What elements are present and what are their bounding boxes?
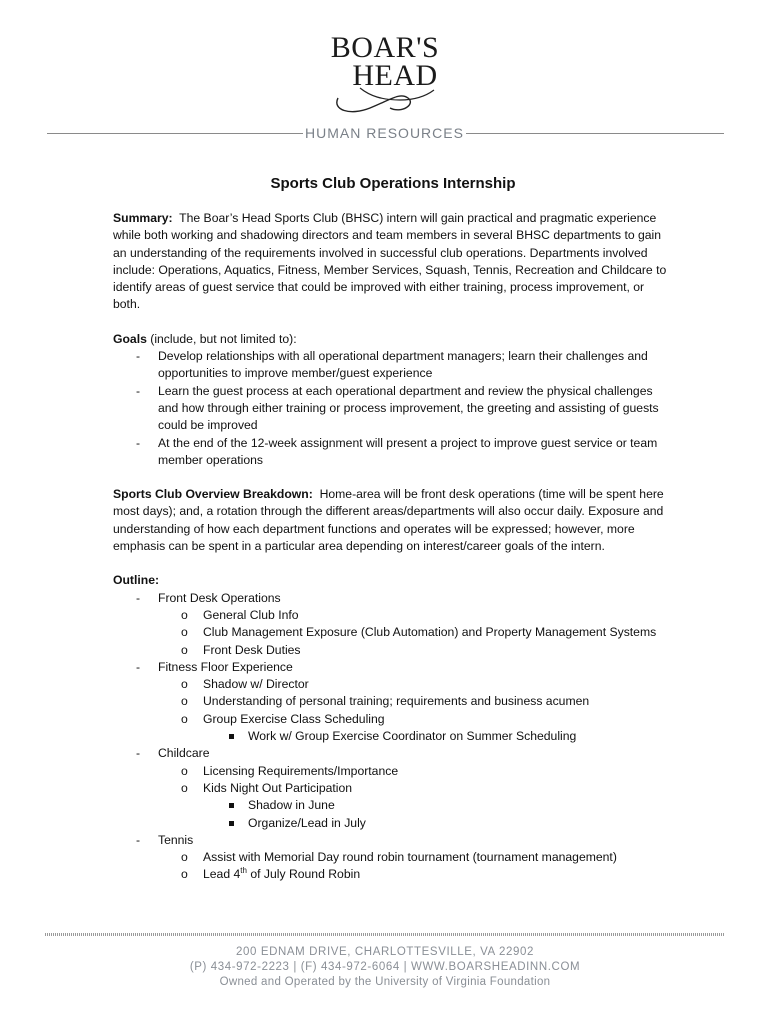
outline-tennis: Tennis <box>158 832 194 847</box>
list-item: o Understanding of personal training; requirements and business acumen <box>158 693 673 710</box>
outline-fitness: Fitness Floor Experience <box>158 659 293 674</box>
document-title: Sports Club Operations Internship <box>270 175 516 192</box>
list-item: Work w/ Group Exercise Coordinator on Summer Scheduling <box>203 728 673 745</box>
list-item: Shadow in June <box>203 797 673 814</box>
goals-heading <box>113 331 673 348</box>
list-item: o General Club Info <box>158 607 673 624</box>
overview-label: Sports Club Overview Breakdown: <box>113 487 313 502</box>
list-item: o Assist with Memorial Day round robin tournament (tournament management) <box>158 849 673 866</box>
document-body <box>113 174 673 884</box>
outline-list <box>113 590 673 884</box>
tennis-item2-post: of July Round Robin <box>246 867 361 882</box>
goals-suffix: (include, but not limited to): <box>146 331 297 346</box>
division-label: HUMAN RESOURCES <box>305 125 464 141</box>
list-item: - At the end of the 12-week assignment will present a project to improve guest service or team member operations <box>113 435 673 470</box>
list-item <box>113 590 673 659</box>
childcare-sublist <box>158 763 673 832</box>
tennis-sublist <box>158 849 673 884</box>
list-item <box>158 780 673 832</box>
list-item <box>113 832 673 884</box>
header-rule-left <box>47 133 303 134</box>
overview-text: Home-area will be front desk operations (time will be spent here most days); and, a rotation through the different areas/departments will also occur daily. Exposure and understanding of how each department functions and operates will be expressed; however, more emphasis can be spent in a particular area depending on interest/career goals of the intern. <box>113 487 664 554</box>
footer-address: 200 EDNAM DRIVE, CHARLOTTESVILLE, VA 22902 <box>236 946 534 958</box>
list-item: o Licensing Requirements/Importance <box>158 763 673 780</box>
fitness-sublist <box>158 676 673 745</box>
kids-night-out-sublist <box>203 797 673 832</box>
overview-paragraph <box>113 486 673 555</box>
list-item: o Shadow w/ Director <box>158 676 673 693</box>
goals-label: Goals <box>113 331 147 346</box>
footer-rule <box>45 933 725 936</box>
list-item: o Front Desk Duties <box>158 642 673 659</box>
outline-childcare: Childcare <box>158 746 210 761</box>
list-item: - Learn the guest process at each operational department and review the physical challenges and how through either training or process improvement, the greeting and assisting of guests could be improved <box>113 383 673 435</box>
tennis-item2-sup: th <box>240 866 247 876</box>
outline-heading <box>113 572 673 589</box>
list-item <box>158 711 673 746</box>
list-item <box>158 866 673 883</box>
footer-contact: (P) 434-972-2223 | (F) 434-972-6064 | WWW.BOARSHEADINN.COM <box>189 961 581 973</box>
logo-swash-icon <box>330 70 440 120</box>
header-rule-right <box>466 133 724 134</box>
front-desk-sublist <box>158 607 673 659</box>
summary-text: The Boar’s Head Sports Club (BHSC) intern will gain practical and pragmatic experience while both working and shadowing directors and team members in several BHSC departments to gain an understanding of the requirements involved in successful club operations. Departments involved include: Operations, Aquatics, Fitness, Member Services, Squash, Tennis, Recreation and Childcare to identify areas of guest service that could be improved with either training, process improvement, or both. <box>113 211 667 312</box>
group-exercise-sublist <box>203 728 673 745</box>
list-item: - Develop relationships with all operational department managers; learn their challenges and opportunities to improve member/guest experience <box>113 348 673 383</box>
footer-owner: Owned and Operated by the University of Virginia Foundation <box>219 976 551 988</box>
fitness-group-exercise: Group Exercise Class Scheduling <box>203 711 385 726</box>
kids-night-out: Kids Night Out Participation <box>203 780 353 795</box>
logo-line2: HEAD <box>352 59 438 92</box>
list-item <box>113 745 673 831</box>
outline-front-desk: Front Desk Operations <box>158 590 281 605</box>
logo-line1: BOAR'S <box>330 31 440 64</box>
list-item <box>113 659 673 745</box>
list-item: Organize/Lead in July <box>203 815 673 832</box>
goals-list <box>113 348 673 469</box>
summary-paragraph <box>113 210 673 314</box>
outline-label: Outline: <box>113 573 160 588</box>
list-item: o Club Management Exposure (Club Automation) and Property Management Systems <box>158 624 673 641</box>
tennis-item2-pre: Lead 4 <box>203 867 241 882</box>
summary-label: Summary: <box>113 211 173 225</box>
